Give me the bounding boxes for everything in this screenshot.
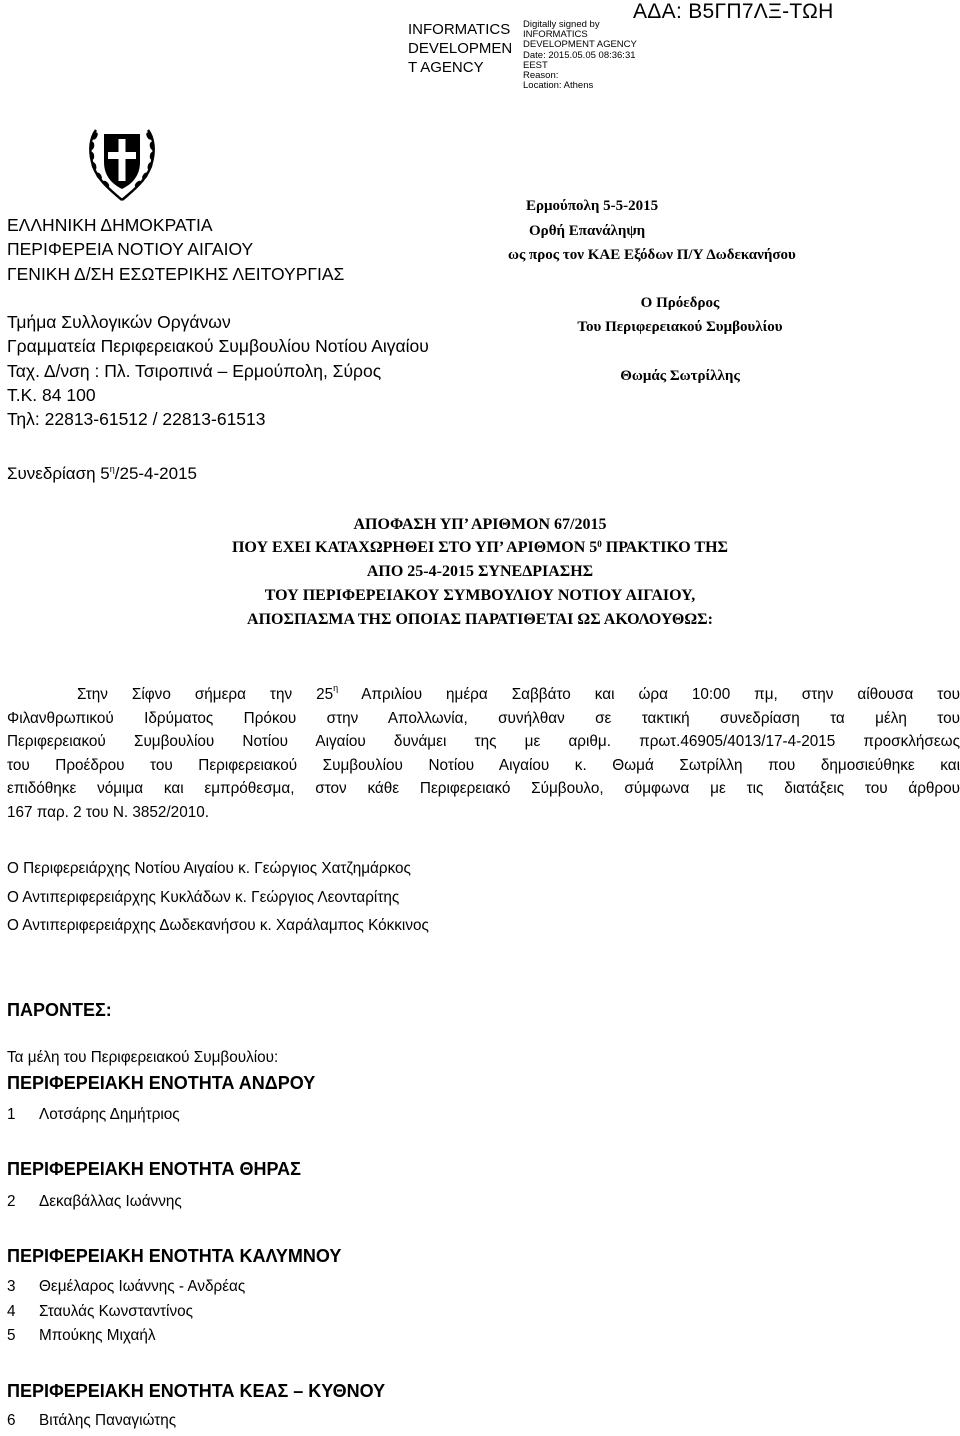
correct-repeat: Ορθή Επανάληψη [529, 223, 646, 239]
header-line: ΠΕΡΙΦΕΡΕΙΑ ΝΟΤΙΟΥ ΑΙΓΑΙΟΥ [7, 239, 254, 260]
member-name: Σταυλάς Κωνσταντίνος [39, 1303, 193, 1320]
decision-line2-pre: ΠΟΥ ΕΧΕΙ ΚΑΤΑΧΩΡΗΘΕΙ ΣΤΟ ΥΠ’ ΑΡΙΘΜΟΝ 5 [231, 539, 598, 556]
member-item [7, 1303, 193, 1321]
member-number: 4 [7, 1303, 16, 1320]
member-number: 3 [7, 1278, 16, 1295]
unit-title: ΠΕΡΙΦΕΡΕΙΑΚΗ ΕΝΟΤΗΤΑ ΚΑΛΥΜΝΟΥ [7, 1246, 342, 1266]
paragraph-line: 167 παρ. 2 του Ν. 3852/2010. [7, 803, 209, 821]
member-name: Μπούκης Μιχαήλ [39, 1327, 156, 1344]
member-item [7, 1278, 245, 1296]
president-title: Ο Πρόεδρος [640, 295, 720, 311]
header-line [7, 286, 429, 310]
member-item [7, 1327, 156, 1345]
decision-line: ΑΠΟΣΠΑΣΜΑ ΤΗΣ ΟΠΟΙΑΣ ΠΑΡΑΤΙΘΕΤΑΙ ΩΣ ΑΚΟΛΟΥΘΩΣ: [247, 611, 713, 628]
signature-detail-line: Date: 2015.05.05 08:36:31 [523, 49, 636, 61]
decision-line: ΤΟΥ ΠΕΡΙΦΕΡΕΙΑΚΟΥ ΣΥΜΒΟΥΛΙΟΥ ΝΟΤΙΟΥ ΑΙΓΑΙΟΥ, [264, 587, 696, 604]
paragraph-line: Φιλανθρωπικού Ιδρύματος Πρόκου στην Απολλωνία, συνήλθαν σε τακτική συνεδρίαση τα μέλη του [7, 709, 960, 727]
header-line: Τηλ: 22813-61512 / 22813-61513 [7, 409, 266, 430]
officials-list [7, 855, 429, 941]
coat-of-arms-graphic [80, 120, 164, 206]
signature-detail-line: DEVELOPMENT AGENCY [523, 39, 637, 51]
member-item [7, 1106, 180, 1124]
unit-title: ΠΕΡΙΦΕΡΕΙΑΚΗ ΕΝΟΤΗΤΑ ΑΝΔΡΟΥ [7, 1073, 316, 1093]
issue-date: Ερμούπολη 5-5-2015 [526, 198, 659, 214]
official-line: Ο Αντιπεριφερειάρχης Κυκλάδων κ. Γεώργιος Λεονταρίτης [7, 888, 400, 906]
signature-detail-line: Reason: [523, 70, 559, 82]
member-number: 2 [7, 1193, 16, 1210]
paragraph-l1-pre: Στην Σίφνο σήμερα την 25 [77, 686, 334, 703]
member-name: Δεκαβάλλας Ιωάννης [39, 1193, 182, 1210]
signature-org-line: T AGENCY [408, 59, 484, 76]
member-name: Λοτσάρης Δημήτριος [39, 1106, 180, 1123]
issuer-header [7, 213, 429, 432]
official-line: Ο Περιφερειάρχης Νοτίου Αιγαίου κ. Γεώργιος Χατζημάρκος [7, 860, 411, 877]
signature-details [523, 20, 637, 91]
signature-detail-line: Digitally signed by [523, 19, 600, 30]
header-line: Τμήμα Συλλογικών Οργάνων [7, 312, 231, 333]
member-item [7, 1193, 182, 1211]
official-line: Ο Αντιπεριφερειάρχης Δωδεκανήσου κ. Χαράλαμπος Κόκκινος [7, 917, 429, 934]
members-intro: Τα μέλη του Περιφερειακού Συμβουλίου: [7, 1049, 279, 1066]
paragraph-line: επιδόθηκε νόμιμα και εμπρόθεσμα, στον κάθε Περιφερειακό Σύμβουλο, σύμφωνα με τις διατάξεις του άρθρου [7, 780, 960, 798]
session-suffix: /25-4-2015 [114, 464, 197, 483]
member-number: 1 [7, 1106, 16, 1123]
decision-line2-sup: 0 [597, 539, 602, 549]
header-line: Ταχ. Δ/νση : Πλ. Τσιροπινά – Ερμούπολη, Σύρος [7, 360, 382, 381]
president-name: Θωμάς Σωτρίλλης [620, 368, 740, 384]
unit-title: ΠΕΡΙΦΕΡΕΙΑΚΗ ΕΝΟΤΗΤΑ ΚΕΑΣ – ΚΥΘΝΟΥ [7, 1381, 386, 1401]
member-item [7, 1412, 176, 1430]
header-line: Γραμματεία Περιφερειακού Συμβουλίου Νοτίου Αιγαίου [7, 336, 429, 357]
decision-line2-post: ΠΡΑΚΤΙΚΟ ΤΗΣ [601, 539, 729, 556]
header-line: ΕΛΛΗΝΙΚΗ ΔΗΜΟΚΡΑΤΙΑ [7, 215, 213, 235]
signature-org-line: INFORMATICS [408, 21, 511, 38]
member-name: Θεμέλαρος Ιωάννης - Ανδρέας [39, 1278, 246, 1295]
header-line: ΓΕΝΙΚΗ Δ/ΣΗ ΕΣΩΤΕΡΙΚΗΣ ΛΕΙΤΟΥΡΓΙΑΣ [7, 263, 345, 284]
present-heading: ΠΑΡΟΝΤΕΣ: [7, 1000, 112, 1020]
signature-org-line: DEVELOPMEN [408, 40, 513, 57]
paragraph-line [7, 683, 960, 707]
signature-organization [408, 20, 512, 77]
session-paragraph [7, 683, 960, 825]
decision-line: ΑΠΟΦΑΣΗ ΥΠ’ ΑΡΙΘΜΟΝ 67/2015 [353, 516, 607, 533]
session-superscript: η [109, 464, 115, 474]
signature-detail-line: EEST [523, 59, 548, 71]
ada-code: ΑΔΑ: Β5ΓΠ7ΛΞ-ΤΩΗ [633, 0, 834, 23]
decision-line: ΑΠΟ 25-4-2015 ΣΥΝΕΔΡΙΑΣΗΣ [366, 563, 594, 580]
session-prefix: Συνεδρίαση 5 [7, 464, 110, 483]
decision-line [0, 539, 960, 557]
header-line: Τ.Κ. 84 100 [7, 385, 96, 406]
correction-subject: ως προς τον ΚΑΕ Εξόδων Π/Υ Δωδεκανήσου [508, 247, 796, 263]
signature-detail-line: Location: Athens [523, 80, 594, 92]
paragraph-l1-sup: η [333, 683, 339, 693]
member-number: 5 [7, 1327, 16, 1344]
member-number: 6 [7, 1412, 16, 1429]
paragraph-l1-post: Απριλίου ημέρα Σαββάτο και ώρα 10:00 πμ, στην αίθουσα του [338, 686, 960, 703]
session-line [7, 464, 197, 484]
paragraph-line: του Προέδρου του Περιφερειακού Συμβουλίου Νοτίου Αιγαίου κ. Θωμά Σωτρίλλη που δημοσιεύθηκε και [7, 756, 960, 774]
member-name: Βιτάλης Παναγιώτης [39, 1412, 177, 1429]
council-name: Του Περιφερειακού Συμβουλίου [577, 319, 783, 335]
unit-title: ΠΕΡΙΦΕΡΕΙΑΚΗ ΕΝΟΤΗΤΑ ΘΗΡΑΣ [7, 1159, 301, 1179]
signature-detail-line: INFORMATICS [523, 29, 588, 41]
paragraph-line: Περιφερειακού Συμβουλίου Νοτίου Αιγαίου δυνάμει της με αριθμ. πρωτ.46905/4013/17-4-2015 προσκλήσεως [7, 733, 960, 751]
coat-of-arms-icon [80, 120, 164, 206]
